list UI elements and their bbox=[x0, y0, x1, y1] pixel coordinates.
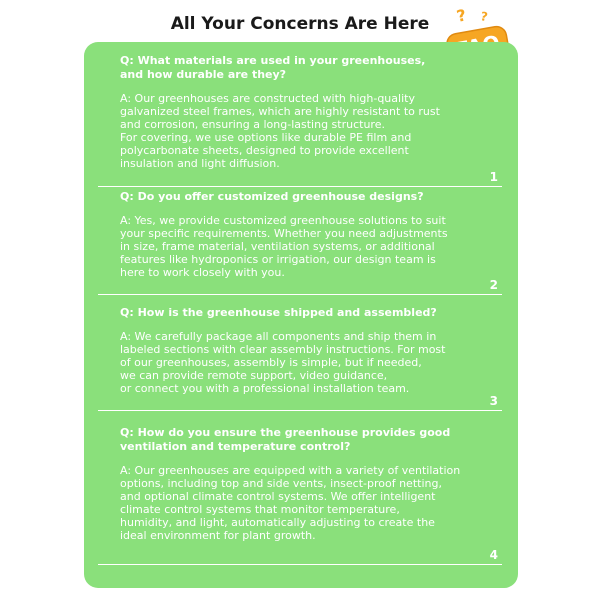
faq-item-1 bbox=[98, 54, 502, 187]
faq-item-3 bbox=[98, 306, 502, 411]
answer-text: A: Yes, we provide customized greenhouse solutions to suit your specific requirements. Whether you need adjustments in size, frame material, ventilation systems, or additional features like hydroponics or irrigation, our design team is here to work closely with you. bbox=[120, 214, 448, 279]
item-number: 3 bbox=[489, 394, 498, 408]
svg-text:?: ? bbox=[454, 5, 468, 26]
item-number: 4 bbox=[489, 548, 498, 562]
item-number: 1 bbox=[489, 170, 498, 184]
answer-text: A: We carefully package all components and ship them in labeled sections with clear assembly instructions. For most of our greenhouses, assembly is simple, but if needed, we can provide remote support, video guidance, or connect you with a professional installation team. bbox=[120, 330, 446, 395]
faq-item-4 bbox=[98, 426, 502, 565]
question-text: Q: How do you ensure the greenhouse provides good ventilation and temperature control? bbox=[120, 426, 451, 453]
answer-text: A: Our greenhouses are constructed with high-quality galvanized steel frames, which are highly resistant to rust and corrosion, ensuring a long-lasting structure. For covering, we use options like durable PE film and polycarbonate sheets, designed to provide excellent insulation and light diffusion. bbox=[120, 92, 440, 170]
question-text: Q: Do you offer customized greenhouse designs? bbox=[120, 190, 424, 203]
question-text: Q: How is the greenhouse shipped and assembled? bbox=[120, 306, 437, 319]
answer-text: A: Our greenhouses are equipped with a variety of ventilation options, including top and side vents, insect-proof netting, and optional climate control systems. We offer intelligent climate control systems that monitor temperature, humidity, and light, automatically adjusting to create the ideal environment for plant growth. bbox=[120, 464, 461, 542]
faq-item-2 bbox=[98, 190, 502, 295]
svg-text:?: ? bbox=[479, 9, 489, 25]
item-number: 2 bbox=[489, 278, 498, 292]
faq-card bbox=[84, 42, 518, 588]
page-title: All Your Concerns Are Here bbox=[170, 14, 430, 34]
question-text: Q: What materials are used in your greenhouses, and how durable are they? bbox=[120, 54, 426, 81]
